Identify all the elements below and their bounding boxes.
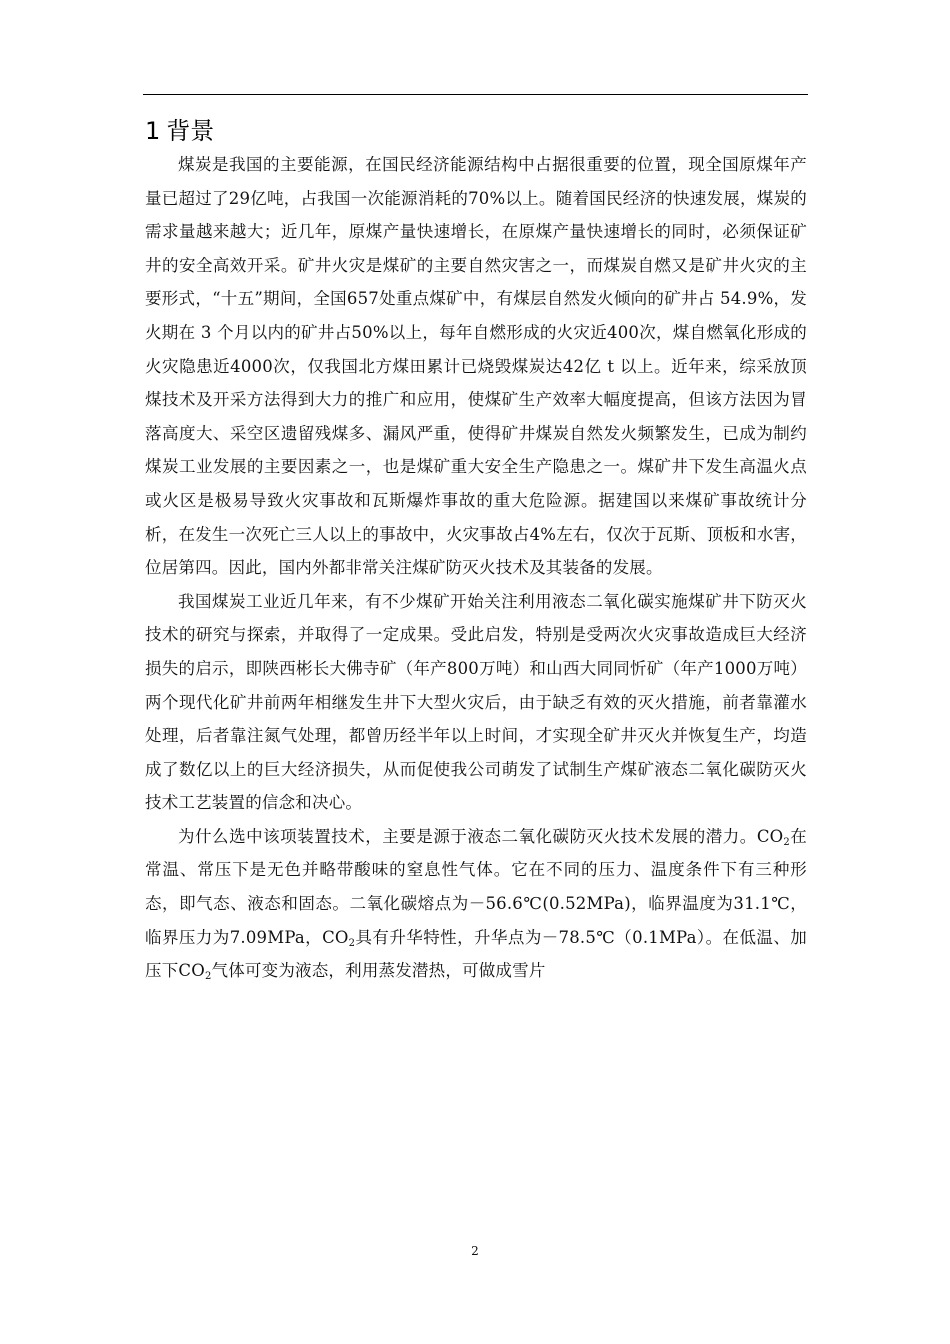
paragraph-2: 我国煤炭工业近几年来，有不少煤矿开始关注利用液态二氧化碳实施煤矿井下防灭火技术的研究与探索，并取得了一定成果。受此启发，特别是受两次火灾事故造成巨大经济损失的启示，即陕西彬长大佛寺矿（年产800万吨）和山西大同同忻矿（年产1000万吨）两个现代化矿井前两年相继发生井下大型火灾后，由于缺乏有效的灭火措施，前者靠灌水处理，后者靠注氮气处理，都曾历经半年以上时间，才实现全矿井灭火并恢复生产，均造成了数亿以上的巨大经济损失，从而促使我公司萌发了试制生产煤矿液态二氧化碳防灭火技术工艺装置的信念和决心。 <box>145 591 807 813</box>
paragraph-3-part-3: 具有升华特性，升华点为－78.5℃（0.1MPa）。在低温、加压下 <box>145 927 807 981</box>
paragraph-3 <box>145 820 807 988</box>
body-text <box>145 148 807 988</box>
co2-formula-1: $CO_2$ <box>756 826 790 848</box>
header-rule <box>143 94 808 95</box>
page-number: 2 <box>471 1244 479 1258</box>
paragraph-3-part-1: 为什么选中该项装置技术，主要是源于液态二氧化碳防灭火技术发展的潜力。 <box>178 826 757 846</box>
paragraph-3-part-2: 在常温、常压下是无色并略带酸味的窒息性气体。它在不同的压力、温度条件下有三种形态，即气态、液态和固态。二氧化碳熔点为－56.6℃(0.52MPa)，临界温度为31.1℃，临界压力为7.09MPa， <box>145 826 807 947</box>
paragraph-3-part-4: 气体可变为液态，利用蒸发潜热，可做成雪片 <box>211 961 546 981</box>
section-number: 1 <box>145 117 161 145</box>
section-heading <box>145 115 214 147</box>
paragraph-1: 煤炭是我国的主要能源，在国民经济能源结构中占据很重要的位置，现全国原煤年产量已超过了29亿吨，占我国一次能源消耗的70%以上。随着国民经济的快速发展，煤炭的需求量越来越大；近几年，原煤产量快速增长，在原煤产量快速增长的同时，必须保证矿井的安全高效开采。矿井火灾是煤矿的主要自然灾害之一，而煤炭自燃又是矿井火灾的主要形式，“十五”期间，全国657处重点煤矿中，有煤层自然发火倾向的矿井占 54.9%，发火期在 3 个月以内的矿井占50%以上，每年自燃形成的火灾近400次，煤自燃氧化形成的火灾隐患近4000次，仅我国北方煤田累计已烧毁煤炭达42亿 t 以上。近年来，综采放顶煤技术及开采方法得到大力的推广和应用，使煤矿生产效率大幅度提高，但该方法因为冒落高度大、采空区遗留残煤多、漏风严重，使得矿井煤炭自然发火频繁发生，已成为制约煤炭工业发展的主要因素之一，也是煤矿重大安全生产隐患之一。煤矿井下发生高温火点或火区是极易导致火灾事故和瓦斯爆炸事故的重大危险源。据建国以来煤矿事故统计分析，在发生一次死亡三人以上的事故中，火灾事故占4%左右，仅次于瓦斯、顶板和水害，位居第四。因此，国内外都非常关注煤矿防灭火技术及其装备的发展。 <box>145 155 807 578</box>
co2-formula-3: $CO_2$ <box>178 961 212 983</box>
section-title: 背景 <box>166 117 215 145</box>
co2-formula-2: $CO_2$ <box>322 927 356 949</box>
